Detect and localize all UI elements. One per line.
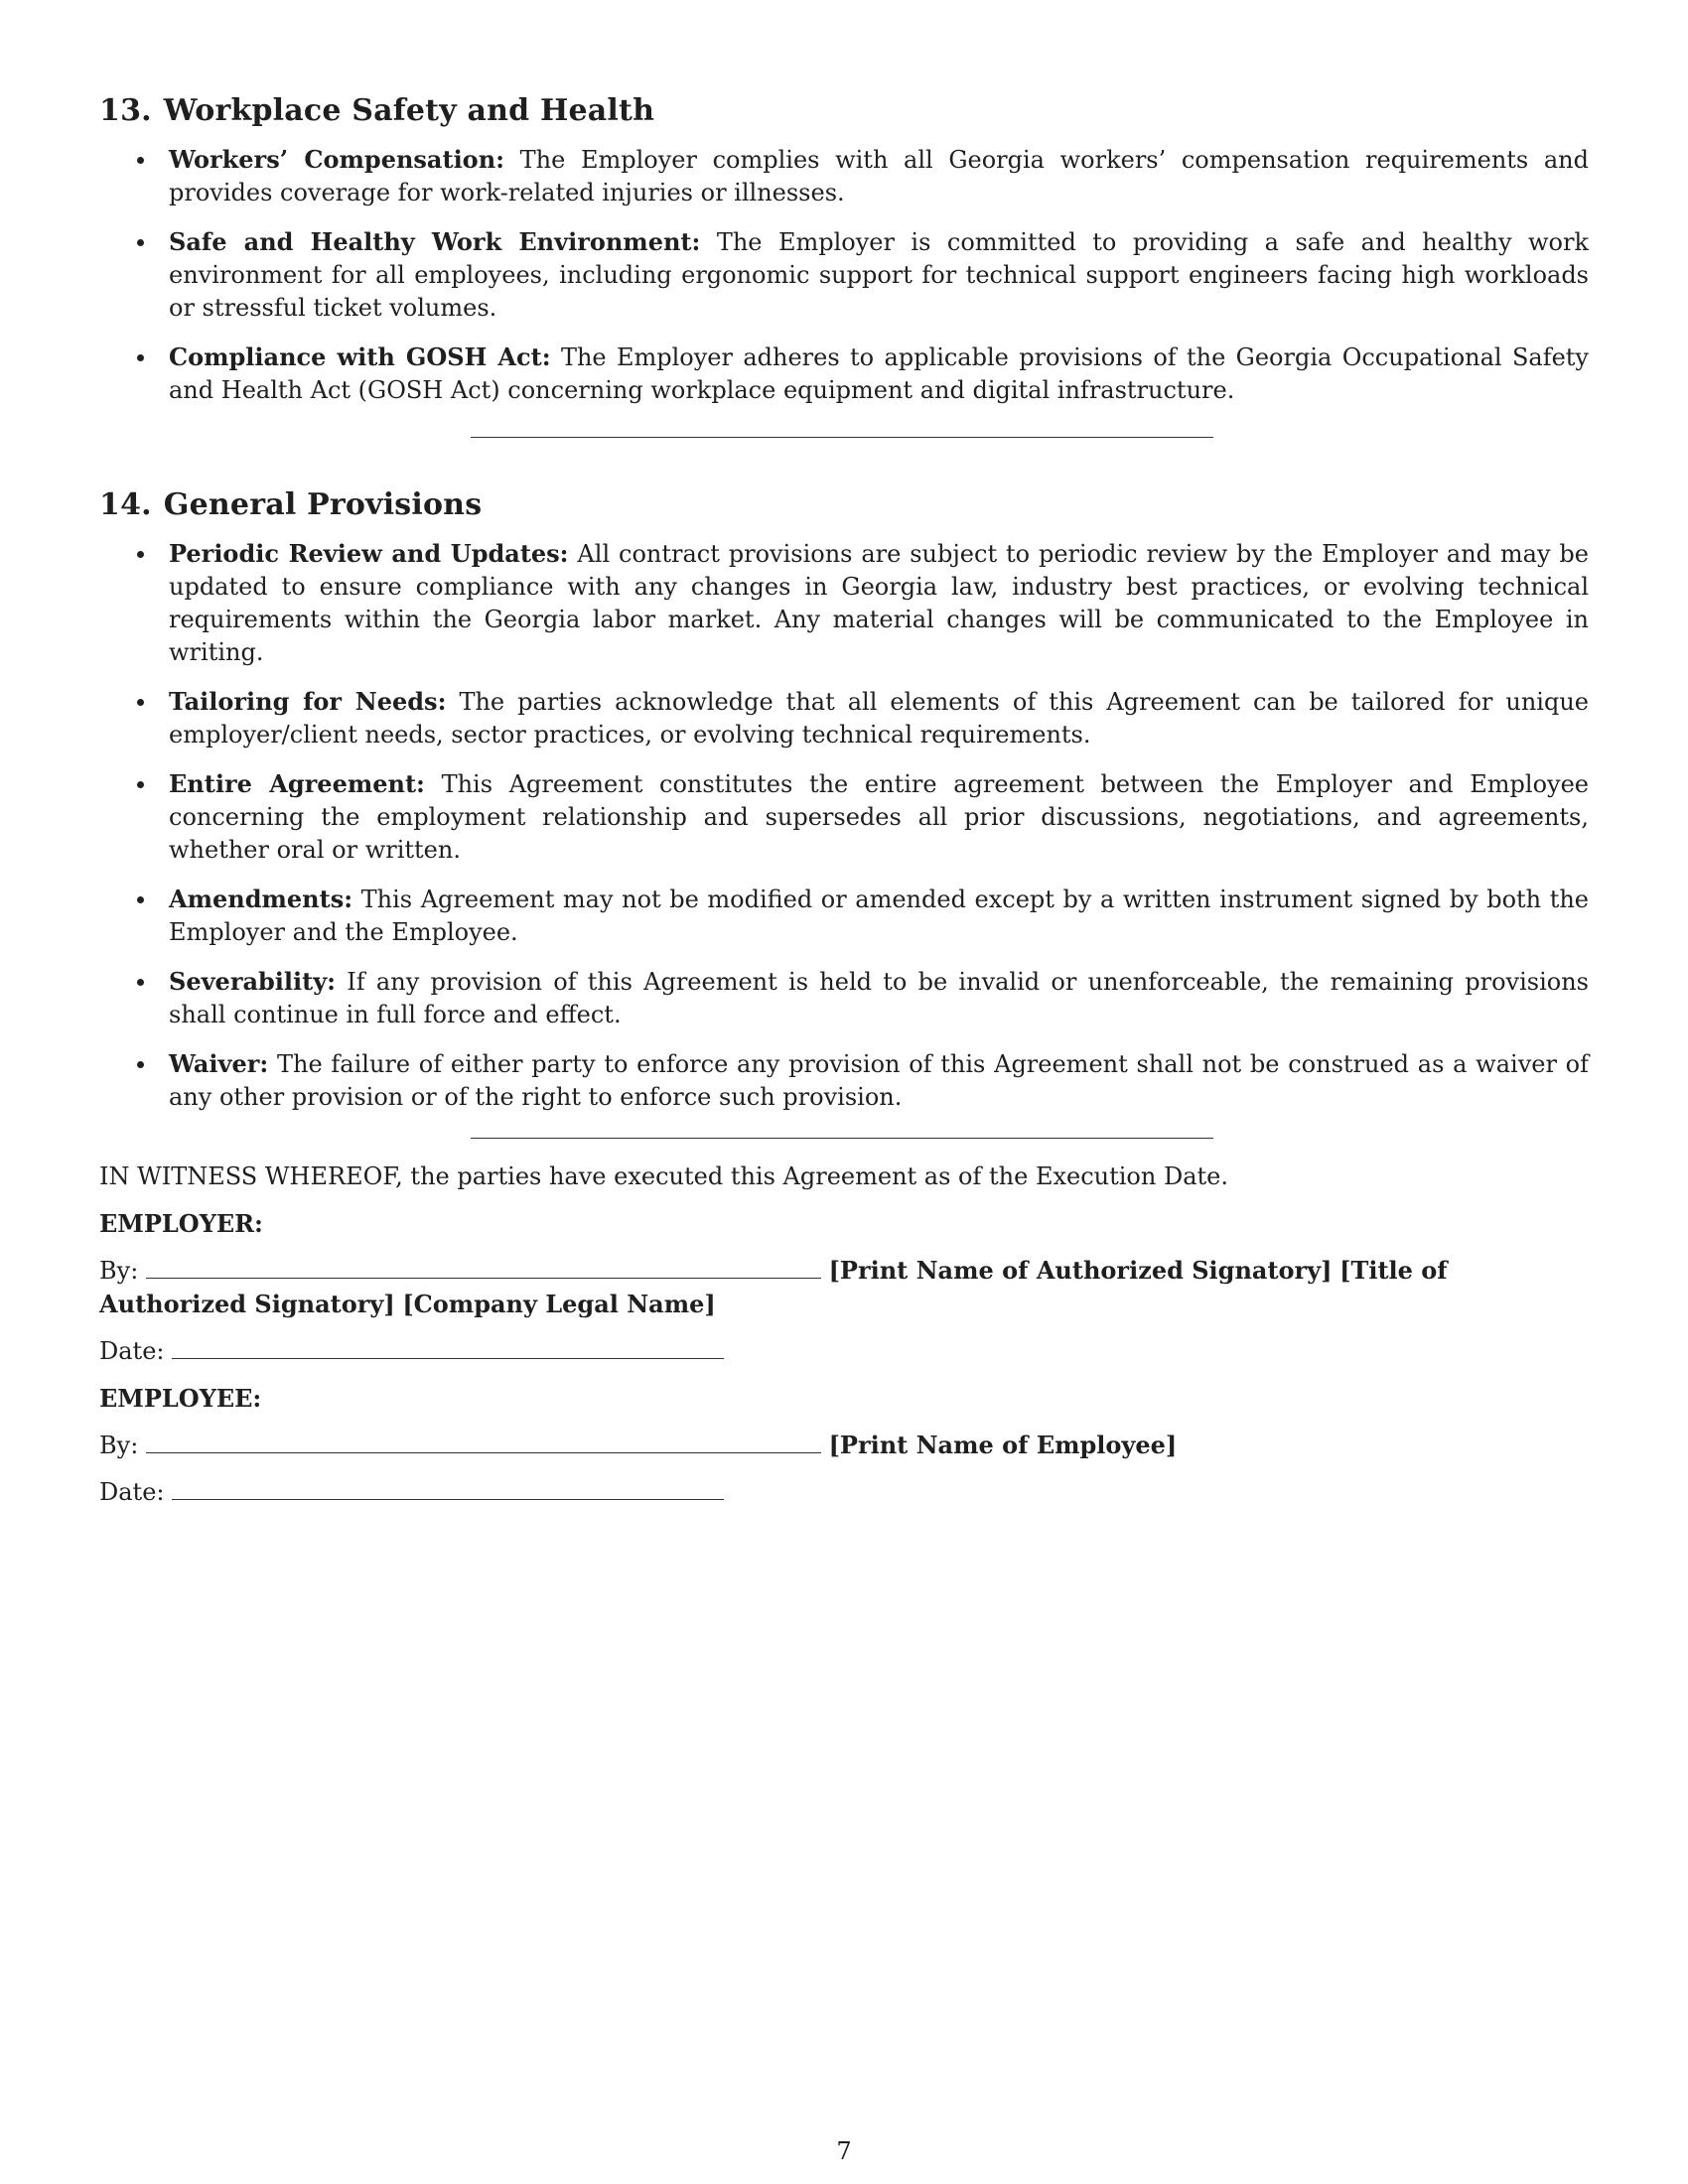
date-label: Date: bbox=[99, 1478, 165, 1506]
item-text: The parties acknowledge that all elements of this Agreement can be tailored for unique employer/client needs, sector practices, or evolving technical requirements. bbox=[169, 688, 1589, 749]
item-text: The Employer is committed to providing a safe and healthy work environment for all employees, including ergonomic support for technical support engineers facing high workloads or stressful ticket volumes. bbox=[169, 228, 1589, 322]
item-term: Amendments: bbox=[169, 885, 353, 913]
employer-print-name: [Print Name of Authorized Signatory] bbox=[828, 1256, 1333, 1285]
bullet-icon bbox=[137, 551, 144, 558]
section-number: 13. bbox=[99, 93, 152, 128]
item-text: All contract provisions are subject to periodic review by the Employer and may be updated to ensure compliance with any changes in Georgia law, industry best practices, or evolving technical requirements within the Georgia labor market. Any material changes will be communicated to the Employee in writing. bbox=[169, 540, 1589, 666]
item-text: The Employer complies with all Georgia workers’ compensation requirements and provides coverage for work-related injuries or illnesses. bbox=[169, 146, 1590, 206]
section-divider bbox=[471, 1138, 1213, 1139]
employer-signature-line bbox=[99, 1254, 1589, 1321]
item-term: Tailoring for Needs: bbox=[169, 687, 447, 716]
item-text: This Agreement constitutes the entire agreement between the Employer and Employee concerning the employment relationship and supersedes all prior discussions, negotiations, and agreements, whether oral or written. bbox=[169, 770, 1589, 864]
item-term: Waiver: bbox=[169, 1049, 269, 1078]
employee-print-name: [Print Name of Employee] bbox=[828, 1431, 1178, 1459]
bullet-icon bbox=[137, 1061, 144, 1068]
by-label: By: bbox=[99, 1257, 139, 1285]
employer-label: EMPLOYER: bbox=[99, 1209, 263, 1238]
section-title: Workplace Safety and Health bbox=[163, 93, 655, 128]
list-item bbox=[99, 685, 1589, 751]
item-term: Safe and Healthy Work Environment: bbox=[169, 227, 701, 256]
list-item bbox=[99, 537, 1589, 669]
list-item bbox=[99, 883, 1589, 949]
list-item bbox=[99, 965, 1589, 1031]
employee-label: EMPLOYEE: bbox=[99, 1384, 262, 1413]
bullet-icon bbox=[137, 979, 144, 986]
section-13-list bbox=[99, 143, 1589, 407]
bullet-icon bbox=[137, 354, 144, 361]
bullet-icon bbox=[137, 157, 144, 164]
item-term: Compliance with GOSH Act: bbox=[169, 342, 551, 371]
employee-date-line bbox=[99, 1476, 1589, 1509]
item-term: Severability: bbox=[169, 967, 337, 996]
section-title: General Provisions bbox=[163, 487, 483, 522]
section-divider bbox=[471, 437, 1213, 438]
date-label: Date: bbox=[99, 1337, 165, 1365]
page-number: 7 bbox=[836, 2137, 852, 2165]
by-label: By: bbox=[99, 1432, 139, 1459]
employee-signature-line bbox=[99, 1429, 1589, 1462]
item-term: Entire Agreement: bbox=[169, 769, 425, 798]
list-item bbox=[99, 225, 1589, 325]
bullet-icon bbox=[137, 239, 144, 246]
item-text: If any provision of this Agreement is held to be invalid or unenforceable, the remaining provisions shall continue in full force and effect. bbox=[169, 968, 1589, 1028]
list-item bbox=[99, 767, 1589, 867]
witness-statement: IN WITNESS WHEREOF, the parties have executed this Agreement as of the Execution Date. bbox=[99, 1162, 1228, 1190]
item-text: The failure of either party to enforce any provision of this Agreement shall not be construed as a waiver of any other provision or of the right to enforce such provision. bbox=[169, 1050, 1589, 1111]
employer-date-field[interactable] bbox=[172, 1336, 724, 1359]
section-14-heading bbox=[99, 485, 1589, 525]
list-item bbox=[99, 1047, 1589, 1114]
list-item bbox=[99, 341, 1589, 407]
bullet-icon bbox=[137, 781, 144, 788]
item-text: The Employer adheres to applicable provisions of the Georgia Occupational Safety and Health Act (GOSH Act) concerning workplace equipment and digital infrastructure. bbox=[169, 343, 1589, 404]
section-14-list bbox=[99, 537, 1589, 1114]
item-term: Workers’ Compensation: bbox=[169, 145, 505, 174]
bullet-icon bbox=[137, 896, 144, 903]
document-page bbox=[99, 91, 1589, 1509]
item-text: This Agreement may not be modified or amended except by a written instrument signed by both the Employer and the Employee. bbox=[169, 886, 1589, 946]
section-number: 14. bbox=[99, 487, 152, 522]
employee-signature-field[interactable] bbox=[146, 1431, 821, 1453]
employer-date-line bbox=[99, 1335, 1589, 1368]
employer-company: [Company Legal Name] bbox=[402, 1290, 716, 1318]
section-13-heading bbox=[99, 91, 1589, 131]
employer-signature-field[interactable] bbox=[146, 1256, 821, 1279]
item-term: Periodic Review and Updates: bbox=[169, 539, 569, 568]
bullet-icon bbox=[137, 699, 144, 706]
employer-title: [Title of Authorized Signatory] bbox=[99, 1256, 1448, 1318]
list-item bbox=[99, 143, 1589, 209]
employee-date-field[interactable] bbox=[172, 1477, 724, 1500]
